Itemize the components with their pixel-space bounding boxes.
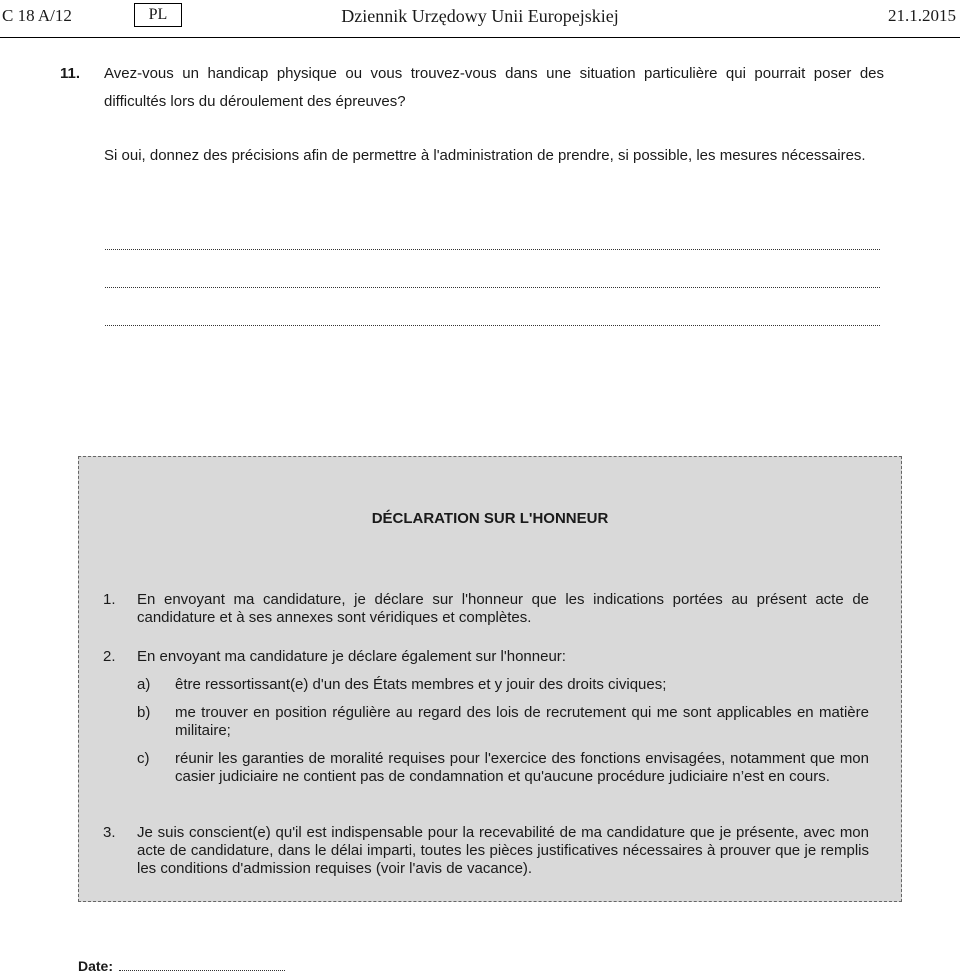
item-number: 1.: [103, 591, 116, 608]
answer-line-3[interactable]: [105, 324, 880, 326]
subitem-text: être ressortissant(e) d'un des États membres et y jouir des droits civiques;: [175, 676, 667, 693]
item-number: 3.: [103, 824, 116, 841]
item-text: En envoyant ma candidature je déclare également sur l'honneur:: [137, 648, 566, 665]
date-field: [78, 956, 285, 974]
declaration-box: [78, 456, 902, 902]
subitem-label: b): [137, 704, 151, 721]
publication-date: 21.1.2015: [888, 6, 956, 25]
question-number: 11.: [60, 65, 81, 82]
page-header: [0, 0, 960, 40]
item-text: En envoyant ma candidature, je déclare sur l'honneur que les indications portées au présent acte de candidature et à ses annexes sont véridiques et complètes.: [137, 591, 869, 626]
date-label: Date:: [78, 958, 114, 974]
subitem-text: me trouver en position régulière au regard des lois de recrutement qui me sont applicables en matière militaire;: [175, 704, 869, 739]
journal-title: Dziennik Urzędowy Unii Europejskiej: [341, 6, 619, 26]
date-input-line[interactable]: [119, 956, 285, 971]
answer-line-1[interactable]: [105, 248, 880, 250]
declaration-title: DÉCLARATION SUR L'HONNEUR: [371, 510, 609, 527]
question-details: Si oui, donnez des précisions afin de permettre à l'administration de prendre, si possible, les mesures nécessaires.: [104, 147, 866, 164]
answer-line-2[interactable]: [105, 286, 880, 288]
subitem-label: c): [137, 750, 150, 767]
subitem-text: réunir les garanties de moralité requises pour l'exercice des fonctions envisagées, notamment que mon casier judiciaire ne contient pas de condamnation et qu'aucune procédure judiciaire n’est en cours.: [175, 750, 869, 785]
language-box: PL: [134, 3, 182, 27]
question-text: Avez-vous un handicap physique ou vous trouvez-vous dans une situation particulière qui pourrait poser des difficultés lors du déroulement des épreuves?: [104, 65, 884, 110]
item-number: 2.: [103, 648, 116, 665]
oj-reference: C 18 A/12: [2, 6, 72, 25]
subitem-label: a): [137, 676, 151, 693]
header-rule: [0, 37, 960, 38]
item-text: Je suis conscient(e) qu'il est indispensable pour la recevabilité de ma candidature que je présente, avec mon acte de candidature, dans le délai imparti, toutes les pièces justificatives nécessaires à prouver que je remplis les conditions d'admission requises (voir l'avis de vacance).: [137, 824, 869, 877]
